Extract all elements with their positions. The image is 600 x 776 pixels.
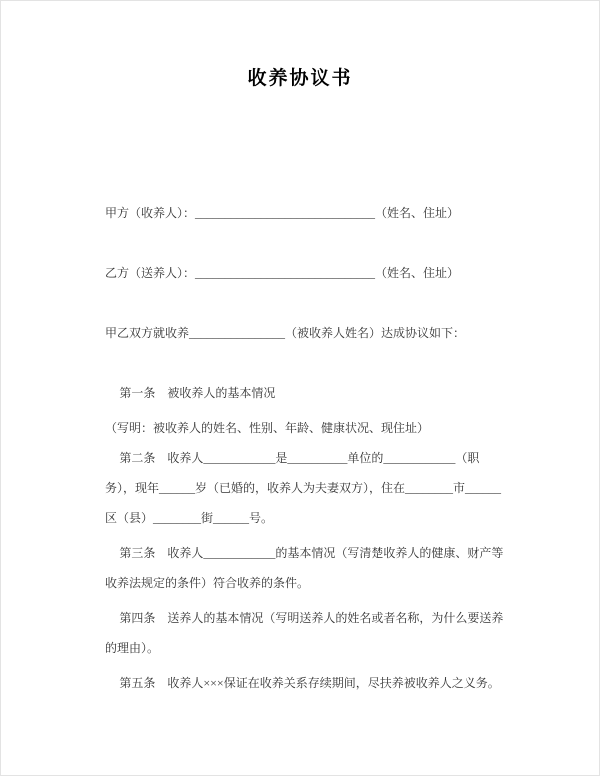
document-title: 收养协议书 — [247, 68, 353, 89]
article-3-paragraph: 第三条 收养人____________的基本情况（写清楚收养人的健康、财产等收养法规定的条件）符合收养的条件。 — [105, 546, 504, 590]
preamble-line: 甲乙双方就收养________________（被收养人姓名）达成协议如下： — [105, 326, 466, 340]
party-b-line: 乙方（送养人）：______________________________（姓名、住址） — [105, 266, 460, 280]
article-5-paragraph: 第五条 收养人×××保证在收养关系存续期间，尽扶养被收养人之义务。 — [119, 676, 500, 690]
article-1-heading: 第一条 被收养人的基本情况 — [119, 386, 276, 400]
party-a-line: 甲方（收养人）：______________________________（姓名、住址） — [105, 206, 460, 220]
article-1-note: （写明：被收养人的姓名、性别、年龄、健康状况、现住址） — [105, 421, 430, 435]
document-body — [105, 198, 505, 698]
article-4-paragraph: 第四条 送养人的基本情况（写明送养人的姓名或者名称，为什么要送养的理由）。 — [105, 611, 504, 655]
article-2-paragraph: 第二条 收养人____________是__________单位的____________（职务），现年______岁（已婚的，收养人为夫妻双方），住在________市______区（县）________街______号。 — [105, 451, 502, 525]
